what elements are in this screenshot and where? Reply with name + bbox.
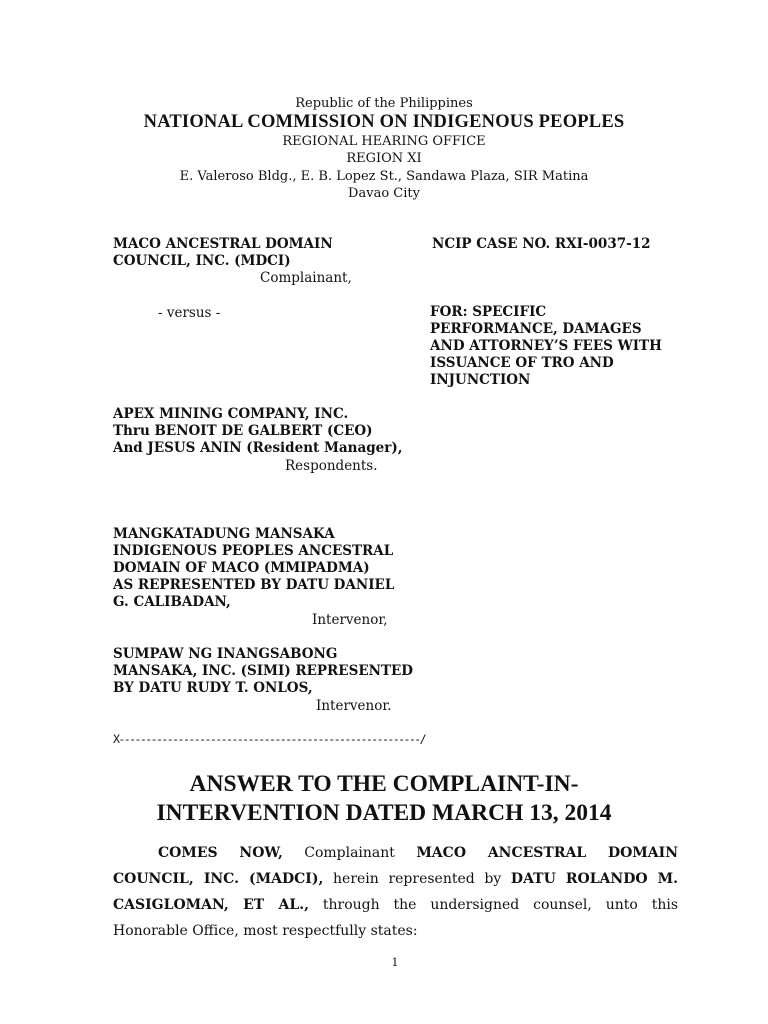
respondent-line3: And JESUS ANIN (Resident Manager), xyxy=(113,440,403,456)
respondent-role: Respondents. xyxy=(285,458,378,474)
address-line: E. Valeroso Bldg., E. B. Lopez St., Sandawa Plaza, SIR Matina xyxy=(179,169,589,184)
opening-paragraph xyxy=(113,840,678,944)
city-line: Davao City xyxy=(348,186,420,201)
complainant-name-line1: MACO ANCESTRAL DOMAIN xyxy=(113,236,333,252)
hearing-office-line: REGIONAL HEARING OFFICE xyxy=(282,134,486,149)
for-line2: PERFORMANCE, DAMAGES xyxy=(430,321,642,337)
complainant-name-bold: MACO ANCESTRAL DOMAIN COUNCIL, INC. (MADCI), xyxy=(113,845,679,887)
intervenor1-role: Intervenor, xyxy=(312,612,388,628)
for-line1: FOR: SPECIFIC xyxy=(430,304,547,320)
intervenor1-line5: G. CALIBADAN, xyxy=(113,594,231,610)
intervenor2-line3: BY DATU RUDY T. ONLOS, xyxy=(113,680,313,696)
representative-name: DATU ROLANDO M. CASIGLOMAN, ET AL., xyxy=(113,871,678,913)
complainant-role: Complainant, xyxy=(260,270,352,286)
region-line: REGION XI xyxy=(346,151,422,166)
document-title-line1: ANSWER TO THE COMPLAINT-IN- xyxy=(189,771,579,797)
case-number: NCIP CASE NO. RXI-0037-12 xyxy=(432,236,651,252)
complainant-name-line2: COUNCIL, INC. (MDCI) xyxy=(113,253,291,269)
comes-now-text: COMES NOW, xyxy=(158,845,283,861)
intervenor1-line1: MANGKATADUNG MANSAKA xyxy=(113,526,335,542)
intervenor1-line3: DOMAIN OF MACO (MMIPADMA) xyxy=(113,560,370,576)
caption-separator: X--------------------------------------------------------/ xyxy=(113,732,426,746)
intervenor1-line4: AS REPRESENTED BY DATU DANIEL xyxy=(113,577,395,593)
for-line4: ISSUANCE OF TRO AND xyxy=(430,355,614,371)
page-number: 1 xyxy=(391,956,399,969)
body-text-segment: Complainant xyxy=(282,845,417,861)
commission-title: NATIONAL COMMISSION ON INDIGENOUS PEOPLES xyxy=(143,112,625,132)
document-title-line2: INTERVENTION DATED MARCH 13, 2014 xyxy=(156,800,612,826)
republic-line: Republic of the Philippines xyxy=(295,96,473,111)
intervenor1-line2: INDIGENOUS PEOPLES ANCESTRAL xyxy=(113,543,394,559)
respondent-line1: APEX MINING COMPANY, INC. xyxy=(113,406,349,422)
for-line3: AND ATTORNEY’S FEES WITH xyxy=(430,338,662,354)
intervenor2-line1: SUMPAW NG INANGSABONG xyxy=(113,646,338,662)
body-text-segment: through the undersigned counsel, unto this Honorable Office, most respectfully states: xyxy=(113,897,678,939)
body-text-segment: herein represented by xyxy=(323,871,511,887)
intervenor2-line2: MANSAKA, INC. (SIMI) REPRESENTED xyxy=(113,663,413,679)
intervenor2-role: Intervenor. xyxy=(316,698,392,714)
respondent-line2: Thru BENOIT DE GALBERT (CEO) xyxy=(113,423,373,439)
for-line5: INJUNCTION xyxy=(430,372,531,388)
versus-label: - versus - xyxy=(158,305,221,321)
